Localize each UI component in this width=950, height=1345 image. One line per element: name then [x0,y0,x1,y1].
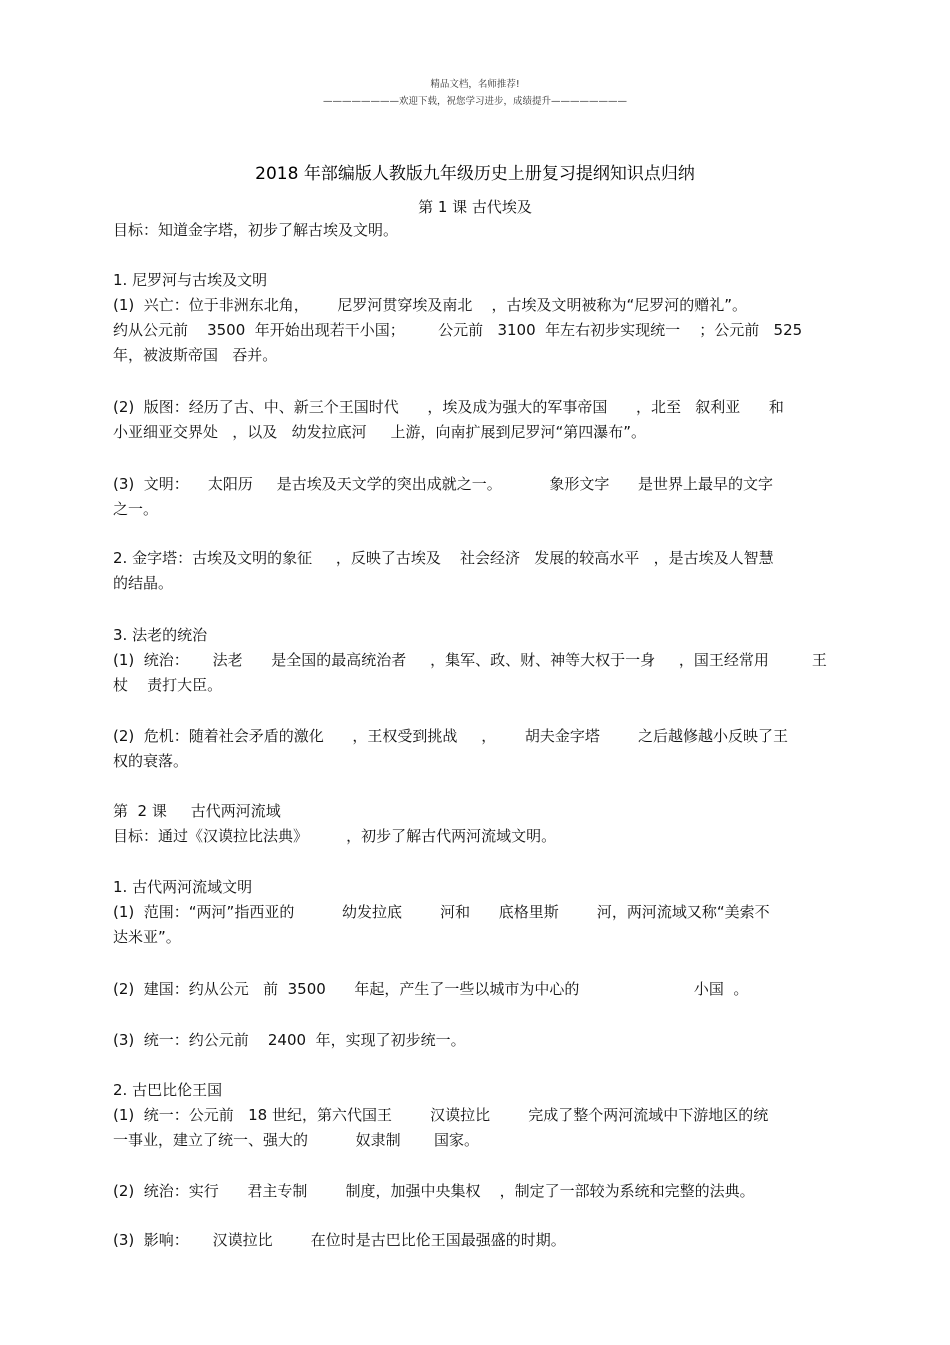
paragraph-line: (3) 统一：约公元前 2400 年，实现了初步统一。 [113,1031,466,1049]
paragraph-line: 一事业，建立了统一、强大的 奴隶制 国家。 [113,1131,480,1149]
paragraph-line: (1) 兴亡：位于非洲东北角， 尼罗河贯穿埃及南北 ，古埃及文明被称为“尼罗河的赠礼”。 [113,296,748,314]
paragraph-line: (2) 危机：随着社会矛盾的激化 ，王权受到挑战 ， 胡夫金字塔 之后越修越小反映了王 [113,727,788,745]
lesson-2-heading: 第 2 课 古代两河流域 [113,802,281,820]
paragraph-line: (1) 统一：公元前 18 世纪，第六代国王 汉谟拉比 完成了整个两河流域中下游地区的统 [113,1106,769,1124]
paragraph-line: (3) 影响： 汉谟拉比 在位时是古巴比伦王国最强盛的时期。 [113,1231,566,1249]
header-subtitle: ————————欢迎下载，祝您学习进步，成绩提升———————— [322,96,627,107]
paragraph-line: (3) 文明： 太阳历 是古埃及天文学的突出成就之一。 象形文字 是世界上最早的文字 [113,475,773,493]
paragraph-line: 之一。 [113,500,159,518]
paragraph-line: 的结晶。 [113,574,174,592]
paragraph-line: 年，被波斯帝国 吞并。 [113,346,278,364]
lesson-2-goal: 目标：通过《汉谟拉比法典》 ，初步了解古代两河流域文明。 [113,827,557,845]
section-title: 1. 尼罗河与古埃及文明 [113,271,268,289]
paragraph-line: (2) 版图：经历了古、中、新三个王国时代 ，埃及成为强大的军事帝国 ，北至 叙利亚 和 [113,398,784,416]
paragraph-line: 约从公元前 3500 年开始出现若干小国； 公元前 3100 年左右初步实现统一 ；公元前 525 [113,321,803,339]
paragraph-line: (1) 范围：“两河”指西亚的 幼发拉底 河和 底格里斯 河，两河流域又称“美索不 [113,903,770,921]
lesson-1-goal: 目标：知道金字塔，初步了解古埃及文明。 [113,221,399,239]
header-top: 精品文档，名师推荐! [430,79,520,90]
paragraph-line: 权的衰落。 [113,752,189,770]
paragraph-line: 杖 责打大臣。 [113,676,223,694]
paragraph-line: (1) 统治： 法老 是全国的最高统治者 ，集军、政、财、神等大权于一身 ，国王经常用 王 [113,651,827,669]
lesson-1-heading: 第 1 课 古代埃及 [418,198,532,216]
document-title: 2018 年部编版人教版九年级历史上册复习提纲知识点归纳 [255,164,695,184]
paragraph-line: 小亚细亚交界处 ，以及 幼发拉底河 上游，向南扩展到尼罗河“第四瀑布”。 [113,423,646,441]
section-title: 2. 古巴比伦王国 [113,1081,223,1099]
section-title: 1. 古代两河流域文明 [113,878,253,896]
paragraph-line: (2) 建国：约从公元 前 3500 年起，产生了一些以城市为中心的 小国 。 [113,980,749,998]
section-title: 3. 法老的统治 [113,626,208,644]
paragraph-line: 2. 金字塔：古埃及文明的象征 ，反映了古埃及 社会经济 发展的较高水平 ，是古埃及人智慧 [113,549,774,567]
paragraph-line: (2) 统治：实行 君主专制 制度，加强中央集权 ，制定了一部较为系统和完整的法典。 [113,1182,755,1200]
paragraph-line: 达米亚”。 [113,928,181,946]
